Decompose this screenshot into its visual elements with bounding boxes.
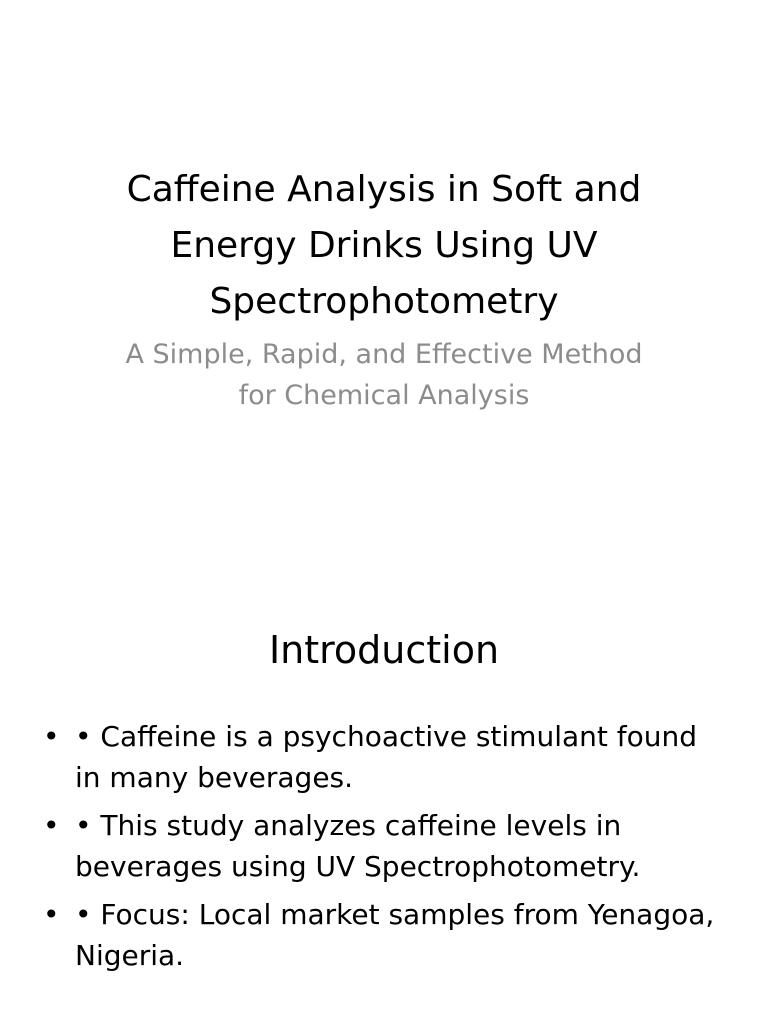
bullet-text: • Caffeine is a psychoactive stimulant found in many beverages. (75, 720, 698, 794)
slide-title: Caffeine Analysis in Soft and Energy Drinks Using UV Spectrophotometry (126, 169, 642, 322)
bullet-list (38, 716, 728, 983)
bullet-text: • This study analyzes caffeine levels in beverages using UV Spectrophotometry. (75, 809, 641, 883)
section-heading: Introduction (268, 628, 500, 672)
bullet-text: • Focus: Local market samples from Yenagoa, Nigeria. (75, 898, 715, 972)
bullet-item (38, 716, 728, 798)
bullet-item (38, 805, 728, 887)
bullet-marker: • (43, 720, 60, 753)
slide-subtitle: A Simple, Rapid, and Effective Method for Chemical Analysis (125, 339, 643, 411)
bullet-item (38, 894, 728, 976)
bullet-marker: • (43, 898, 60, 931)
introduction-slide (0, 576, 768, 1024)
bullet-marker: • (43, 809, 60, 842)
